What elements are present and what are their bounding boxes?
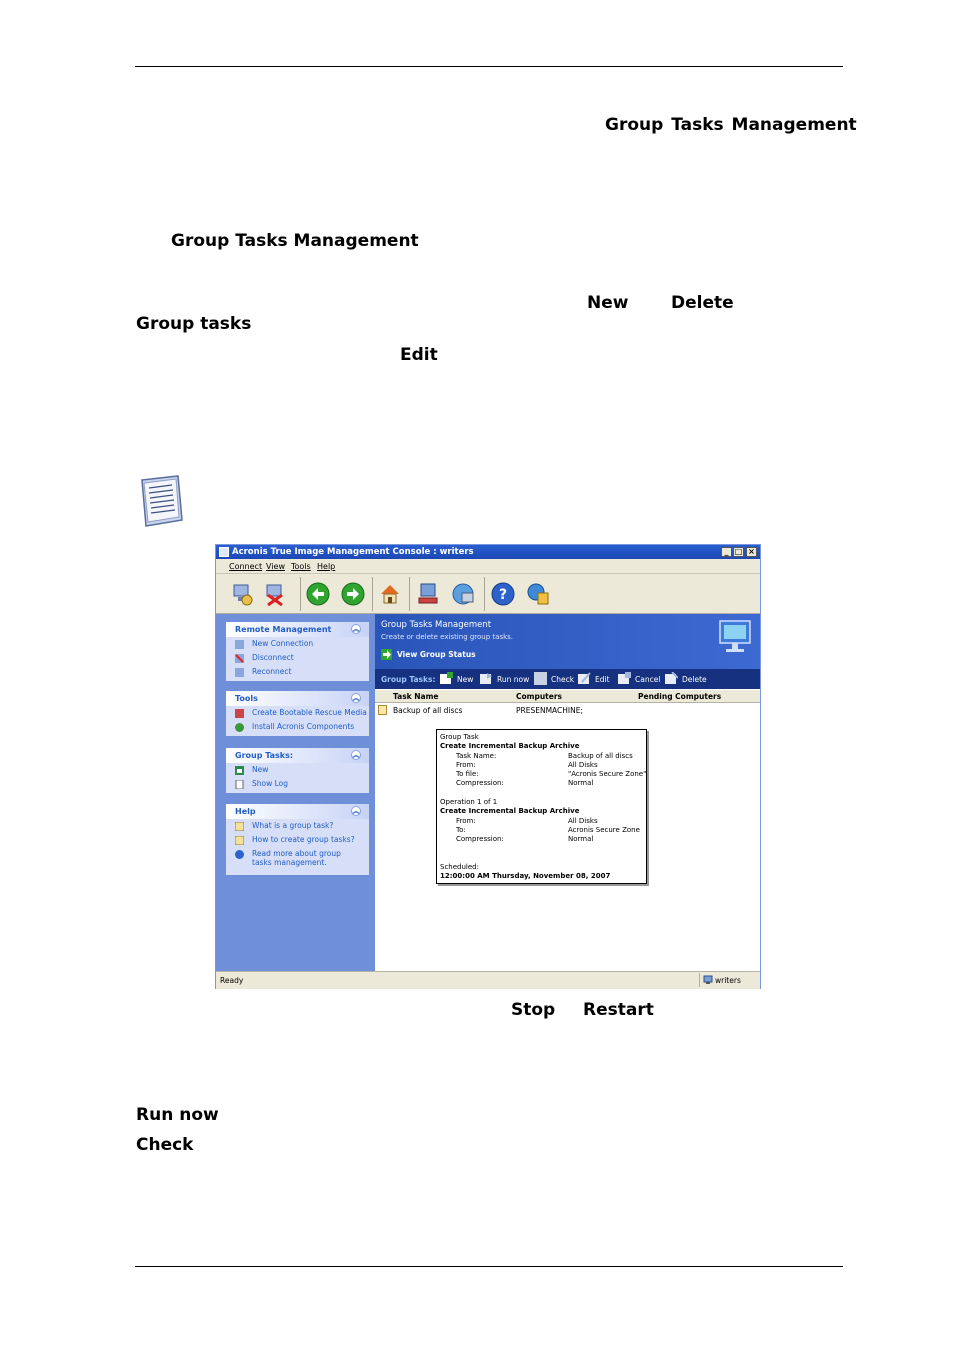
new-connection-icon [235, 640, 244, 649]
tooltip-value: Backup of all discs [568, 751, 633, 760]
term-check: Check [136, 1135, 194, 1155]
link-label: New [252, 765, 269, 774]
panel-header[interactable] [226, 804, 369, 819]
tooltip-key: To file: [456, 770, 479, 779]
monitor-icon [718, 619, 752, 655]
tooltip-line [440, 770, 647, 779]
tooltip-scheduled-label: Scheduled: [440, 863, 479, 872]
group-tasks-label: Group Tasks: [381, 675, 436, 684]
panel-header[interactable] [226, 622, 369, 637]
toolbar-separator [372, 577, 373, 611]
list-header [375, 690, 760, 703]
term-restart: Restart [583, 1000, 654, 1020]
close-button[interactable]: × [746, 547, 757, 557]
install-components-link[interactable] [226, 720, 369, 734]
check-icon [534, 672, 547, 685]
term-group-tasks: Group tasks [136, 314, 252, 334]
link-label: Create Bootable Rescue Media [252, 708, 367, 717]
link-label: Install Acronis Components [252, 722, 355, 731]
tooltip-line [440, 742, 643, 751]
tooltip-line [440, 752, 643, 761]
computer-icon[interactable] [415, 581, 441, 607]
tooltip-key: Compression: [456, 779, 504, 788]
help-what-is-link[interactable] [226, 819, 369, 833]
column-computers[interactable]: Computers [516, 692, 563, 701]
menu-view[interactable]: View [266, 562, 285, 571]
app-icon [219, 547, 229, 557]
tooltip-value: Acronis Secure Zone [568, 825, 640, 834]
connect-icon[interactable] [229, 581, 255, 607]
link-label: Show Log [252, 779, 289, 788]
link-label: Reconnect [252, 667, 292, 676]
edit-button[interactable]: Edit [595, 675, 610, 684]
toolbar-separator [484, 577, 485, 611]
disconnect-small-icon [235, 654, 244, 663]
tooltip-key: Task Name: [456, 751, 497, 760]
tooltip-line [440, 817, 643, 826]
term-edit: Edit [400, 345, 438, 365]
tooltip-operation-count: Operation 1 of 1 [440, 798, 498, 807]
menu-connect[interactable]: Connect [229, 562, 263, 571]
banner-subtitle: Create or delete existing group tasks. [381, 633, 514, 641]
column-pending-computers[interactable]: Pending Computers [638, 692, 722, 701]
tooltip-operation: Create Incremental Backup Archive [440, 742, 580, 751]
tooltip-line [440, 798, 643, 807]
tooltip-line [440, 826, 643, 835]
link-label: Disconnect [252, 653, 294, 662]
tooltip-line [440, 872, 643, 881]
note-icon [134, 474, 186, 528]
tooltip-line [440, 761, 643, 770]
tooltip-operation: Create Incremental Backup Archive [440, 807, 580, 816]
toolbar-separator [300, 577, 301, 611]
new-task-button[interactable]: New [457, 675, 474, 684]
banner [375, 614, 760, 669]
run-now-button[interactable]: Run now [497, 675, 530, 684]
tooltip-spacer [440, 854, 643, 863]
help-how-to-link[interactable] [226, 833, 369, 847]
task-icon [378, 705, 387, 715]
panel-group-tasks [226, 748, 369, 793]
help-doc-icon [235, 822, 244, 831]
section-heading: Group Tasks Management [171, 231, 419, 251]
help-doc-icon [235, 836, 244, 845]
create-rescue-media-link[interactable] [226, 706, 369, 720]
tooltip-line [440, 807, 643, 816]
link-label: What is a group task? [252, 821, 334, 830]
check-button[interactable]: Check [551, 675, 575, 684]
tooltip-line [440, 835, 643, 844]
tooltip-key: From: [456, 816, 476, 825]
banner-title: Group Tasks Management [381, 620, 492, 630]
help-circle-icon [235, 850, 244, 859]
title-bar [216, 545, 760, 559]
term-delete: Delete [671, 293, 734, 313]
menu-bar [216, 560, 760, 574]
term-new: New [587, 293, 629, 313]
tooltip-key: To: [456, 825, 466, 834]
tooltip-scheduled-value: 12:00:00 AM Thursday, November 08, 2007 [440, 872, 611, 881]
task-pane [216, 614, 375, 971]
tooltip-spacer [440, 789, 643, 798]
delete-button[interactable]: Delete [682, 675, 707, 684]
task-tooltip [436, 729, 647, 884]
arrow-right-icon [381, 649, 392, 660]
reconnect-icon [235, 668, 244, 677]
menu-help[interactable]: Help [317, 562, 336, 571]
tooltip-line [440, 863, 643, 872]
collapse-icon[interactable]: ︽ [352, 751, 360, 759]
panel-title: Remote Management [235, 625, 332, 634]
panel-tools [226, 691, 369, 736]
panel-title: Tools [235, 694, 258, 703]
help-icon[interactable] [490, 581, 516, 607]
toolbar [216, 574, 760, 614]
new-task-icon [235, 766, 244, 775]
collapse-icon[interactable]: ︽ [352, 625, 360, 633]
show-log-link[interactable] [226, 777, 369, 791]
forward-icon[interactable] [340, 581, 366, 607]
tooltip-value: All Disks [568, 816, 598, 825]
tooltip-value: All Disks [568, 760, 598, 769]
window-title: Acronis True Image Management Console : writers [232, 547, 474, 557]
disconnect-icon[interactable] [262, 581, 288, 607]
acronis-icon[interactable] [525, 581, 551, 607]
panel-title: Help [235, 807, 256, 816]
task-name-cell: Backup of all discs [393, 706, 463, 715]
status-bar [216, 971, 760, 989]
tooltip-spacer [440, 845, 643, 854]
maximize-button[interactable]: □ [734, 547, 743, 556]
help-read-more-link[interactable] [226, 847, 369, 867]
back-icon[interactable] [305, 581, 331, 607]
network-icon[interactable] [450, 581, 476, 607]
panel-remote-management [226, 622, 369, 681]
install-icon [235, 723, 244, 732]
computer-small-icon [703, 975, 713, 985]
toolbar-separator [409, 577, 410, 611]
bottom-rule [135, 1266, 843, 1267]
delete-icon [665, 672, 678, 685]
main-pane [375, 614, 760, 971]
tooltip-value: Normal [568, 779, 594, 788]
collapse-icon[interactable]: ︽ [352, 807, 360, 815]
new-group-task-link[interactable] [226, 763, 369, 777]
panel-help [226, 804, 369, 875]
link-label: New Connection [252, 639, 314, 648]
view-group-status-link[interactable]: View Group Status [397, 650, 476, 659]
group-tasks-toolbar [375, 669, 760, 689]
tooltip-key: From: [456, 760, 476, 769]
tooltip-value: "Acronis Secure Zone" [568, 770, 647, 779]
cancel-button[interactable]: Cancel [635, 675, 661, 684]
reconnect-link[interactable] [226, 665, 369, 679]
link-label: Read more about group tasks management. [252, 849, 341, 867]
minimize-button[interactable]: _ [721, 547, 732, 557]
new-task-icon [440, 672, 453, 685]
rescue-media-icon [235, 709, 244, 718]
app-window [215, 544, 761, 989]
collapse-icon[interactable]: ︽ [352, 694, 360, 702]
column-task-name[interactable]: Task Name [393, 692, 439, 701]
edit-icon [578, 672, 591, 685]
disconnect-link[interactable] [226, 651, 369, 665]
panel-header[interactable] [226, 691, 369, 706]
status-text: Ready [220, 976, 244, 985]
top-rule [135, 66, 843, 67]
status-machine: writers [715, 976, 741, 985]
tooltip-value: Normal [568, 835, 594, 844]
status-connection [699, 973, 758, 987]
new-connection-link[interactable] [226, 637, 369, 651]
panel-header[interactable] [226, 748, 369, 763]
tooltip-heading: Group Task [440, 733, 479, 741]
tooltip-key: Compression: [456, 835, 504, 844]
log-icon [235, 780, 244, 789]
tooltip-line [440, 779, 643, 788]
tooltip-line [440, 733, 643, 742]
term-stop: Stop [511, 1000, 556, 1020]
term-run-now: Run now [136, 1105, 219, 1125]
computers-cell: PRESENMACHINE; [516, 706, 584, 715]
running-header-title: Group Tasks Management [605, 115, 857, 135]
panel-title: Group Tasks: [235, 751, 294, 760]
home-icon[interactable] [377, 581, 403, 607]
cancel-icon [618, 672, 631, 685]
menu-tools[interactable]: Tools [291, 562, 311, 571]
svg-text:?: ? [498, 587, 508, 603]
table-row[interactable] [375, 703, 760, 716]
run-now-icon [480, 672, 493, 685]
link-label: How to create group tasks? [252, 835, 355, 844]
